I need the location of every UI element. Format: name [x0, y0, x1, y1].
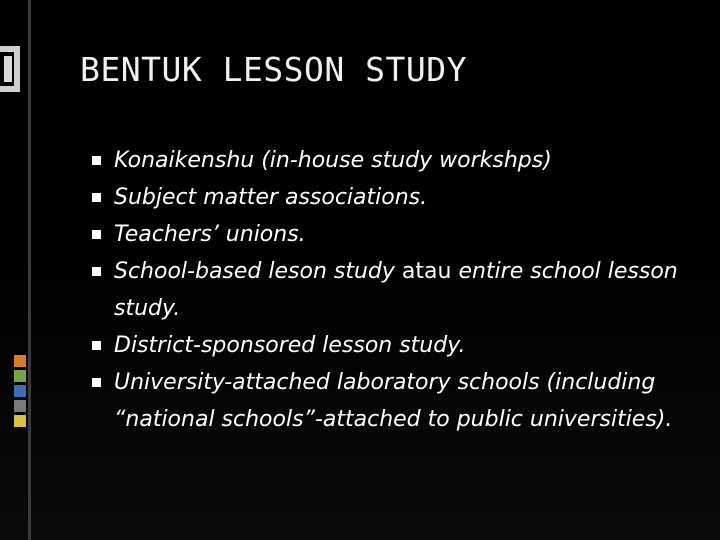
- color-squares-decoration: [14, 355, 28, 430]
- bullet-item: [92, 253, 692, 327]
- bullet-text: District-sponsored lesson study.: [114, 333, 466, 358]
- bullet-text: University-attached laboratory schools (including “national schools”-attached to public universities).: [114, 370, 673, 432]
- accent-square: [14, 415, 26, 427]
- accent-square: [14, 385, 26, 397]
- bullet-item: [92, 327, 692, 364]
- bullet-item: [92, 364, 692, 438]
- bullet-text: entire school lesson study.: [114, 259, 678, 321]
- bullet-text: Konaikenshu (in-house study workshps): [114, 148, 552, 173]
- square-bullet-icon: [92, 341, 101, 350]
- bullet-text: Subject matter associations.: [114, 185, 428, 210]
- bullet-item: [92, 216, 692, 253]
- square-bullet-icon: [92, 230, 101, 239]
- square-bullet-icon: [92, 156, 101, 165]
- left-accent-bar: [28, 0, 31, 540]
- accent-square: [14, 355, 26, 367]
- bullet-text: atau: [394, 259, 459, 284]
- bullet-item: [92, 142, 692, 179]
- accent-square: [14, 400, 26, 412]
- square-bullet-icon: [92, 267, 101, 276]
- bullet-item: [92, 179, 692, 216]
- bullet-text: Teachers’ unions.: [114, 222, 306, 247]
- slide-title: BENTUK LESSON STUDY: [80, 50, 467, 89]
- square-bullet-icon: [92, 378, 101, 387]
- bullet-text: School-based leson study: [114, 259, 395, 284]
- accent-square: [14, 370, 26, 382]
- square-bullet-icon: [92, 193, 101, 202]
- title-bracket-decoration: [0, 46, 20, 92]
- bullet-list: [92, 142, 692, 438]
